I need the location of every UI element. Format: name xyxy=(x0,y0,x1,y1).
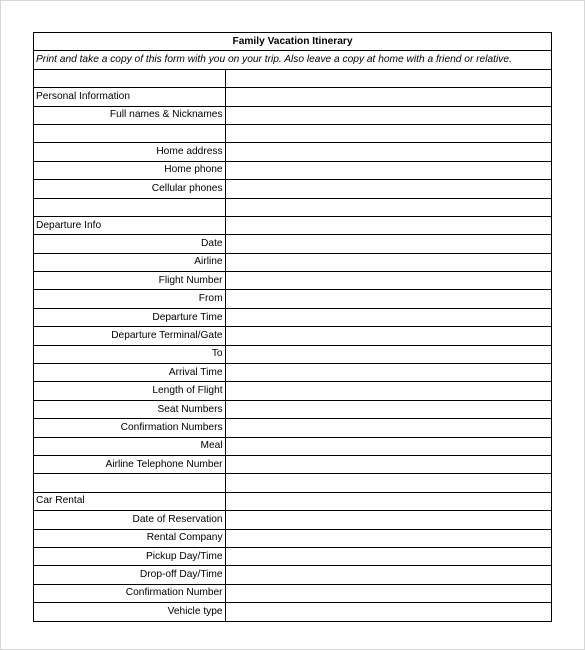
field-value-input[interactable] xyxy=(225,345,551,363)
blank-value-cell[interactable] xyxy=(225,474,551,492)
field-row xyxy=(34,327,552,345)
field-value-input[interactable] xyxy=(225,455,551,473)
field-value-input[interactable] xyxy=(225,308,551,326)
field-row xyxy=(34,382,552,400)
field-row xyxy=(34,419,552,437)
section-value-cell[interactable] xyxy=(225,216,551,234)
section-header-row xyxy=(34,216,552,234)
field-label: Date xyxy=(34,235,226,253)
field-label: Cellular phones xyxy=(34,180,226,198)
field-label: Pickup Day/Time xyxy=(34,547,226,565)
field-label: Flight Number xyxy=(34,272,226,290)
blank-label-cell xyxy=(34,198,226,216)
field-label: Full names & Nicknames xyxy=(34,106,226,124)
field-value-input[interactable] xyxy=(225,124,551,142)
section-header-row xyxy=(34,88,552,106)
field-row xyxy=(34,345,552,363)
field-value-input[interactable] xyxy=(225,161,551,179)
field-value-input[interactable] xyxy=(225,529,551,547)
field-label: Arrival Time xyxy=(34,364,226,382)
field-label: Home phone xyxy=(34,161,226,179)
field-value-input[interactable] xyxy=(225,511,551,529)
field-row xyxy=(34,529,552,547)
blank-row xyxy=(34,198,552,216)
field-label: Airline xyxy=(34,253,226,271)
field-row xyxy=(34,106,552,124)
form-instructions: Print and take a copy of this form with you on your trip. Also leave a copy at home with a friend or relative. xyxy=(34,51,552,69)
section-label: Car Rental xyxy=(34,492,226,510)
field-row xyxy=(34,364,552,382)
blank-value-cell[interactable] xyxy=(225,69,551,87)
field-row xyxy=(34,180,552,198)
field-label: From xyxy=(34,290,226,308)
section-value-cell[interactable] xyxy=(225,492,551,510)
field-label: Confirmation Number xyxy=(34,584,226,602)
field-row xyxy=(34,124,552,142)
field-label: Date of Reservation xyxy=(34,511,226,529)
blank-row xyxy=(34,69,552,87)
field-label: Meal xyxy=(34,437,226,455)
field-value-input[interactable] xyxy=(225,180,551,198)
instructions-row xyxy=(34,51,552,69)
field-row xyxy=(34,161,552,179)
field-label: Confirmation Numbers xyxy=(34,419,226,437)
form-body xyxy=(34,33,552,622)
field-value-input[interactable] xyxy=(225,547,551,565)
blank-label-cell xyxy=(34,474,226,492)
field-row xyxy=(34,584,552,602)
field-row xyxy=(34,547,552,565)
field-value-input[interactable] xyxy=(225,272,551,290)
field-value-input[interactable] xyxy=(225,382,551,400)
field-row xyxy=(34,253,552,271)
title-row xyxy=(34,33,552,51)
field-label xyxy=(34,124,226,142)
field-value-input[interactable] xyxy=(225,143,551,161)
field-label: Departure Time xyxy=(34,308,226,326)
field-label: Drop-off Day/Time xyxy=(34,566,226,584)
field-label: Seat Numbers xyxy=(34,400,226,418)
field-row xyxy=(34,290,552,308)
field-value-input[interactable] xyxy=(225,419,551,437)
field-row xyxy=(34,308,552,326)
field-value-input[interactable] xyxy=(225,253,551,271)
field-row xyxy=(34,437,552,455)
section-value-cell[interactable] xyxy=(225,88,551,106)
field-value-input[interactable] xyxy=(225,327,551,345)
field-value-input[interactable] xyxy=(225,584,551,602)
form-title: Family Vacation Itinerary xyxy=(34,33,552,51)
field-row xyxy=(34,511,552,529)
field-row xyxy=(34,143,552,161)
field-value-input[interactable] xyxy=(225,235,551,253)
field-value-input[interactable] xyxy=(225,400,551,418)
field-row xyxy=(34,566,552,584)
field-label: Vehicle type xyxy=(34,603,226,621)
field-label: Rental Company xyxy=(34,529,226,547)
field-row xyxy=(34,603,552,621)
blank-row xyxy=(34,474,552,492)
blank-label-cell xyxy=(34,69,226,87)
field-value-input[interactable] xyxy=(225,566,551,584)
field-value-input[interactable] xyxy=(225,290,551,308)
field-row xyxy=(34,400,552,418)
field-value-input[interactable] xyxy=(225,437,551,455)
field-value-input[interactable] xyxy=(225,364,551,382)
section-label: Personal Information xyxy=(34,88,226,106)
field-label: To xyxy=(34,345,226,363)
blank-value-cell[interactable] xyxy=(225,198,551,216)
field-row xyxy=(34,272,552,290)
section-header-row xyxy=(34,492,552,510)
field-label: Home address xyxy=(34,143,226,161)
itinerary-form-table xyxy=(33,32,552,622)
field-label: Length of Flight xyxy=(34,382,226,400)
field-label: Departure Terminal/Gate xyxy=(34,327,226,345)
field-value-input[interactable] xyxy=(225,106,551,124)
field-row xyxy=(34,455,552,473)
field-label: Airline Telephone Number xyxy=(34,455,226,473)
field-value-input[interactable] xyxy=(225,603,551,621)
section-label: Departure Info xyxy=(34,216,226,234)
field-row xyxy=(34,235,552,253)
